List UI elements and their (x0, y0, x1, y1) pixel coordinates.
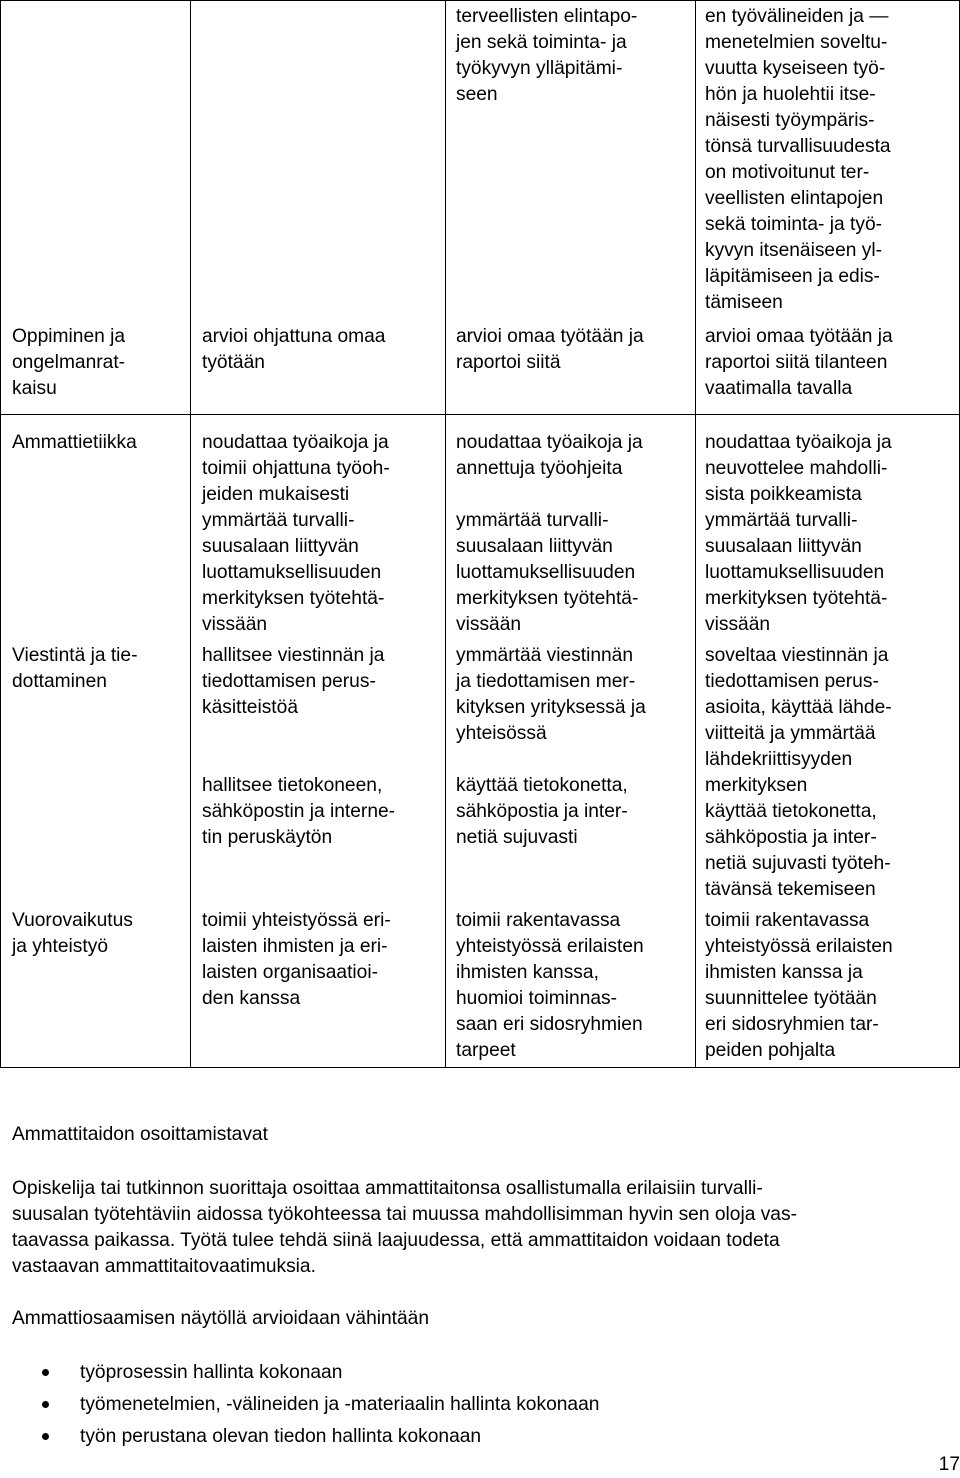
table-cell: soveltaa viestinnän ja tiedottamisen perus- asioita, käyttää lähde- viitteitä ja ymmärtää lähdekriittisyyden merkityksen käyttää tietokonetta, sähköpostia ja inter- netiä sujuvasti työteh- tävänsä tekemiseen (705, 645, 892, 900)
list-item (0, 1360, 599, 1392)
row-divider (0, 414, 960, 415)
row-label: Oppiminen ja ongelmanrat- kaisu (12, 326, 126, 399)
col-divider (0, 0, 1, 1068)
list-item-text: työn perustana olevan tiedon hallinta kokonaan (80, 1426, 482, 1447)
table-cell: noudattaa työaikoja ja toimii ohjattuna työoh- jeiden mukaisesti ymmärtää turvalli- suusalaan liittyvän luottamuksellisuuden merkityksen työtehtä- vissään (202, 432, 390, 635)
bullet-icon (42, 1369, 49, 1376)
col-divider (445, 0, 446, 1068)
section-heading: Ammattiosaamisen näytöllä arvioidaan vähintään (12, 1308, 430, 1329)
table-cell: toimii rakentavassa yhteistyössä erilaisten ihmisten kanssa ja suunnittelee työtään eri sidosryhmien tar- peiden pohjalta (705, 910, 893, 1061)
col-divider (695, 0, 696, 1068)
list-item (0, 1392, 599, 1424)
table-border-top (0, 0, 960, 1)
bullet-list (0, 1360, 599, 1456)
list-item (0, 1424, 599, 1456)
table-cell: terveellisten elintapo- jen sekä toiminta- ja työkyvyn ylläpitämi- seen (456, 6, 638, 105)
table-cell: arvioi omaa työtään ja raportoi siitä (456, 326, 644, 373)
table-cell: arvioi omaa työtään ja raportoi siitä tilanteen vaatimalla tavalla (705, 326, 893, 399)
table-border-bottom (0, 1067, 960, 1068)
table-cell: noudattaa työaikoja ja neuvottelee mahdolli- sista poikkeamista ymmärtää turvalli- suusalaan liittyvän luottamuksellisuuden merkityksen työtehtä- vissään (705, 432, 892, 635)
list-item-text: työmenetelmien, -välineiden ja -materiaalin hallinta kokonaan (80, 1394, 600, 1415)
table-cell: arvioi ohjattuna omaa työtään (202, 326, 386, 373)
bullet-icon (42, 1401, 49, 1408)
body-paragraph: Opiskelija tai tutkinnon suorittaja osoittaa ammattitaitonsa osallistumalla erilaisiin turvalli- suusalan työtehtäviin aidossa työkohteessa tai muussa mahdollisimman hyvin sen oloja vas- taavassa paikassa. Työtä tulee tehdä siinä laajuudessa, että ammattitaidon voidaan todeta vastaavan ammattitaitovaatimuksia. (12, 1178, 797, 1277)
page-number: 17 (938, 1454, 960, 1475)
table-cell: noudattaa työaikoja ja annettuja työohjeita ymmärtää turvalli- suusalaan liittyvän luottamuksellisuuden merkityksen työtehtä- vissään (456, 432, 643, 635)
table-cell: hallitsee viestinnän ja tiedottamisen perus- käsitteistöä hallitsee tietokoneen, sähköpostin ja interne- tin peruskäytön (202, 645, 396, 848)
row-label: Viestintä ja tie- dottaminen (12, 645, 138, 692)
table-cell: toimii yhteistyössä eri- laisten ihmisten ja eri- laisten organisaatioi- den kanssa (202, 910, 391, 1009)
table-cell: toimii rakentavassa yhteistyössä erilaisten ihmisten kanssa, huomioi toiminnas- saan eri sidosryhmien tarpeet (456, 910, 644, 1061)
section-heading: Ammattitaidon osoittamistavat (12, 1124, 268, 1145)
list-item-text: työprosessin hallinta kokonaan (80, 1362, 343, 1383)
table-cell: ymmärtää viestinnän ja tiedottamisen mer- kityksen yrityksessä ja yhteisössä käyttää tietokonetta, sähköpostia ja inter- netiä sujuvasti (456, 645, 646, 848)
row-label: Vuorovaikutus ja yhteistyö (12, 910, 133, 957)
row-label: Ammattietiikka (12, 432, 137, 453)
table-cell: en työvälineiden ja — menetelmien soveltu- vuutta kyseiseen työ- hön ja huolehtii itse- näisesti työympäris- tönsä turvallisuudesta on motivoitunut ter- veellisten elintapojen sekä toiminta- ja työ- kyvyn itsenäiseen yl- läpitämiseen ja edis- tämiseen (705, 6, 891, 313)
bullet-icon (42, 1433, 49, 1440)
col-divider (190, 0, 191, 1068)
